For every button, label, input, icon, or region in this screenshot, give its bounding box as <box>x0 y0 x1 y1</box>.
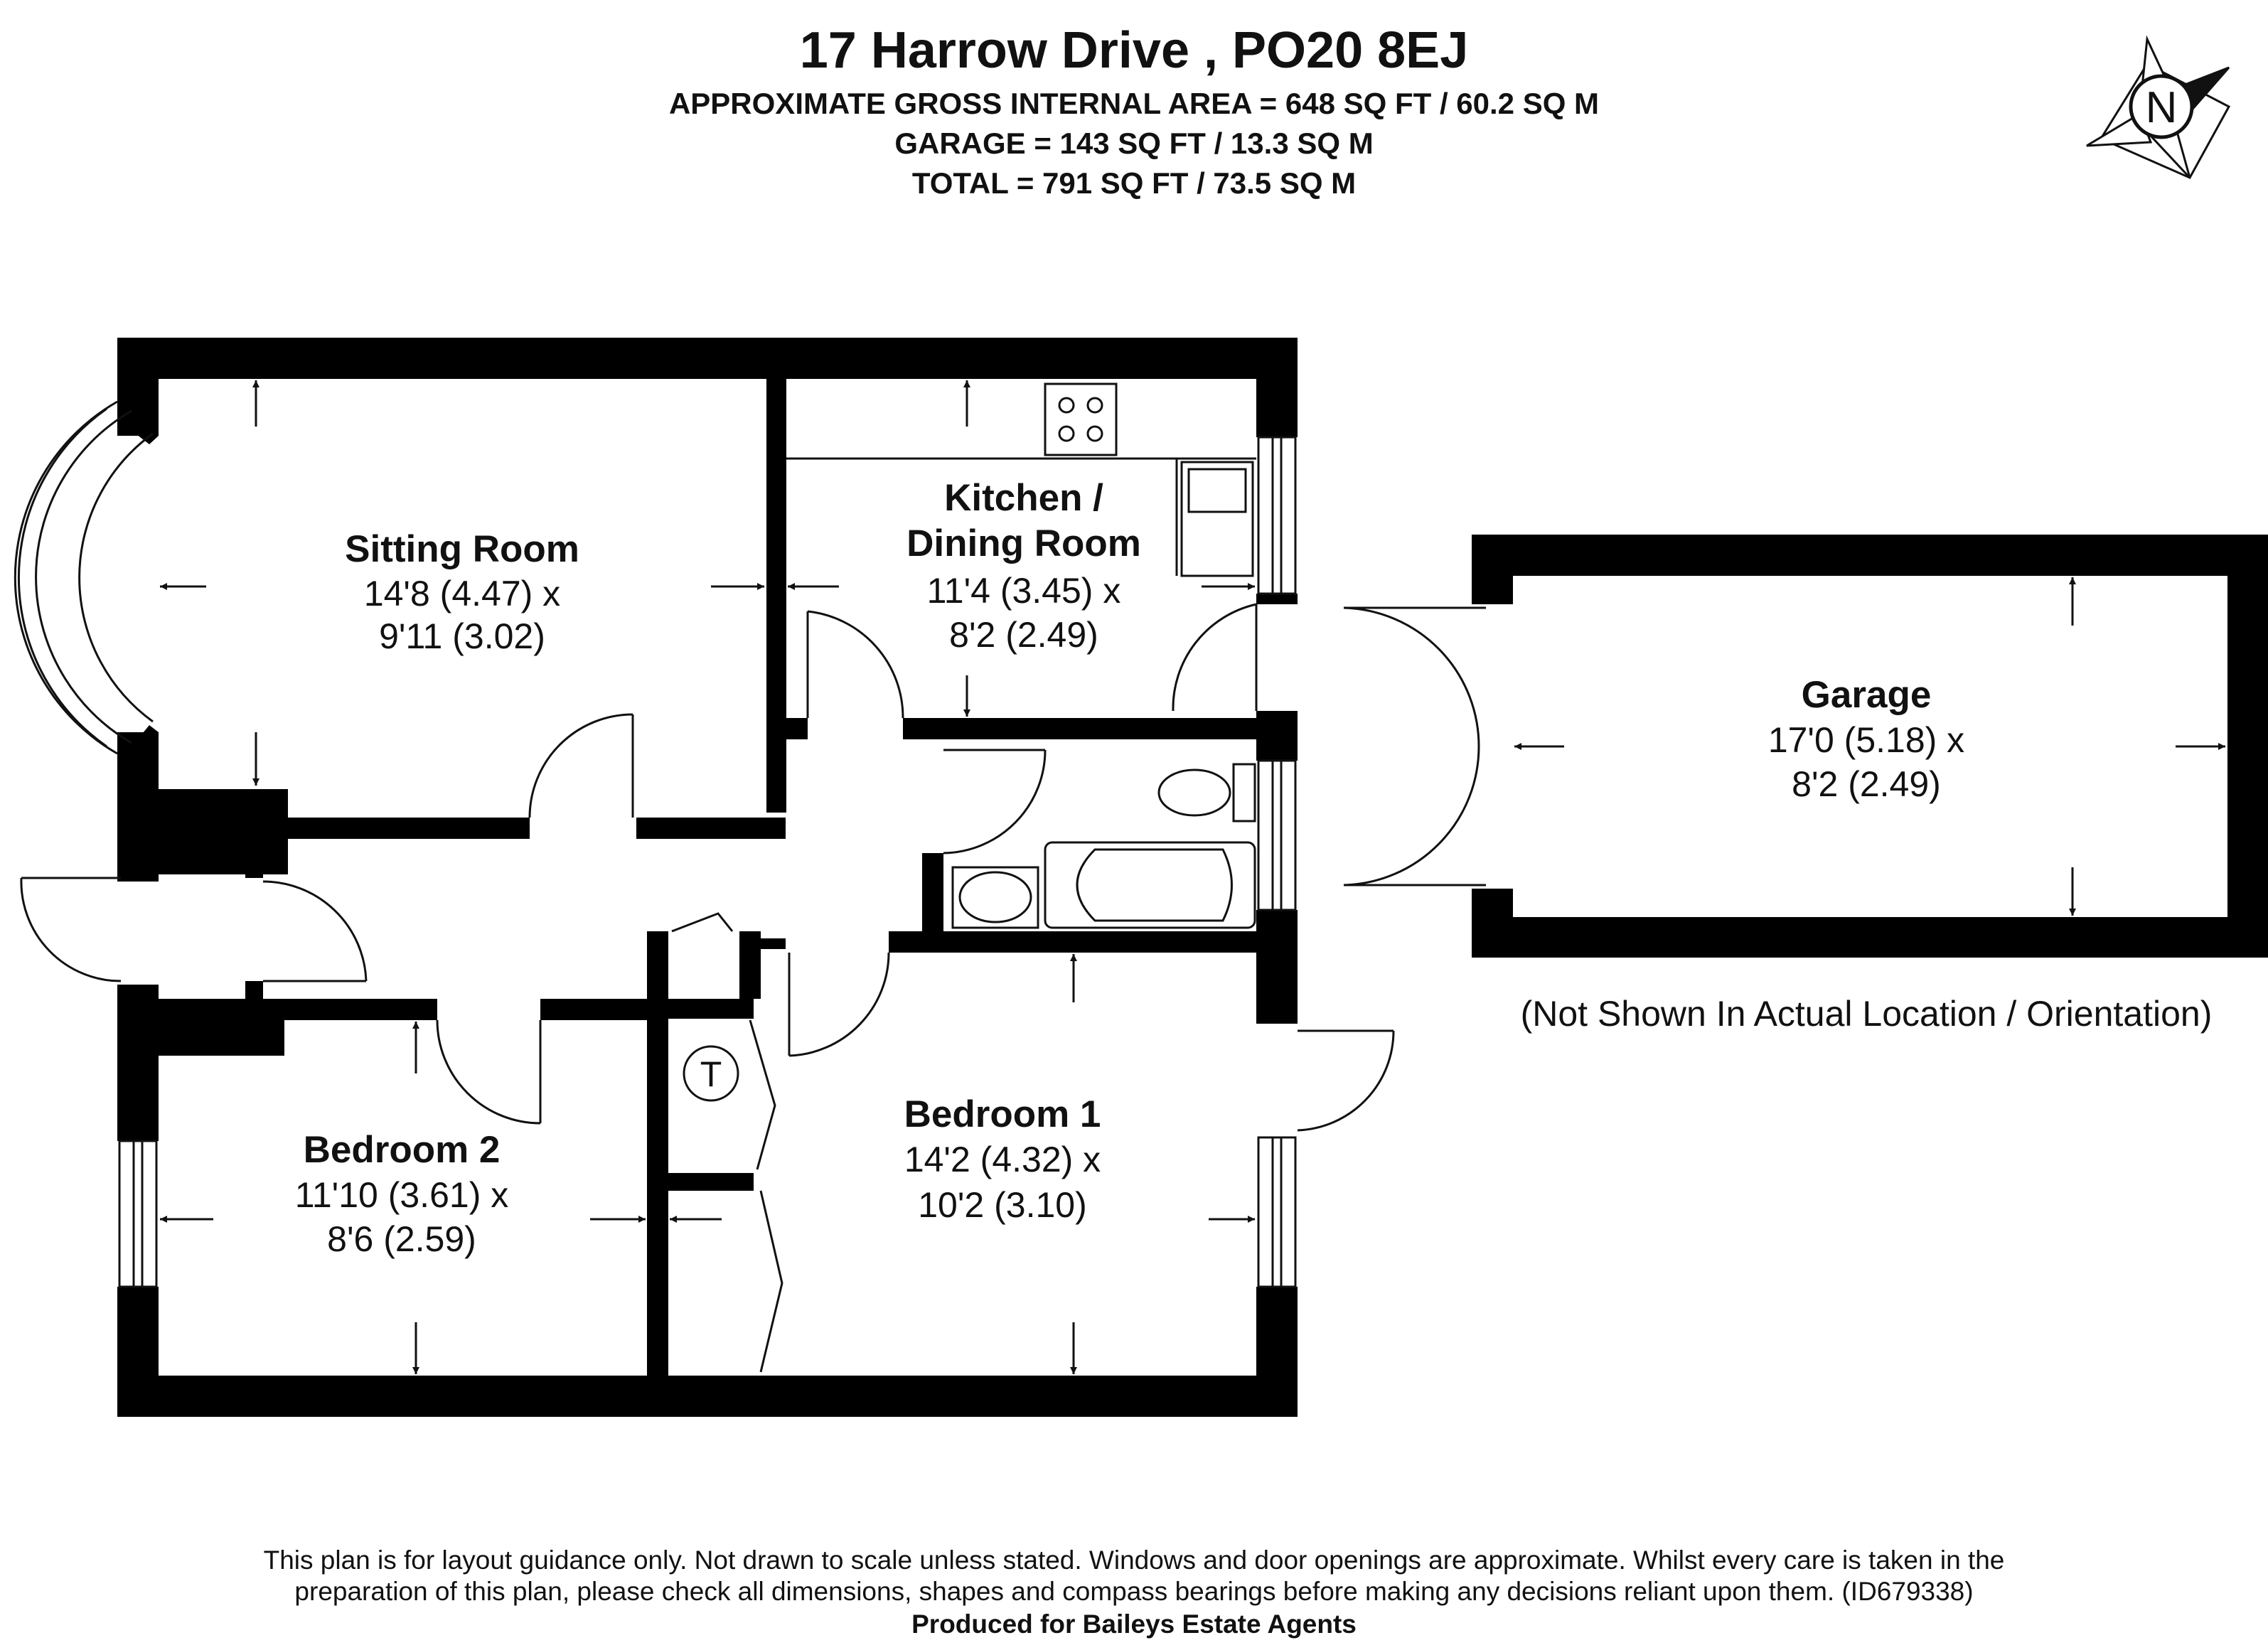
room-dim-1: 11'10 (3.61) x <box>294 1175 509 1215</box>
room-dim-2: 10'2 (3.10) <box>918 1185 1087 1225</box>
room-dim-1: 17'0 (5.18) x <box>1767 720 1965 760</box>
bathroom-fittings <box>953 764 1255 928</box>
room-dim-1: 14'8 (4.47) x <box>363 574 561 614</box>
room-name: Sitting Room <box>345 528 579 570</box>
room-name-line1: Kitchen / <box>944 477 1103 519</box>
disclaimer-line-2: preparation of this plan, please check all dimensions, shapes and compass bearings before making any decisions reliant upon them. (ID679338) <box>294 1577 1974 1606</box>
disclaimer-line-1: This plan is for layout guidance only. Not drawn to scale unless stated. Windows and door openings are approximate. Whilst every care is taken in the <box>263 1545 2005 1575</box>
room-label-kitchen <box>906 477 1141 655</box>
house-walls <box>117 338 1298 1417</box>
room-label-garage <box>1768 674 1964 804</box>
room-label-sitting-room <box>345 528 579 656</box>
room-name-line2: Dining Room <box>906 523 1141 564</box>
total-area-text: TOTAL = 791 SQ FT / 73.5 SQ M <box>911 166 1357 200</box>
cupboard-label: T <box>700 1054 722 1094</box>
room-name: Garage <box>1801 674 1932 716</box>
produced-for-text: Produced for Baileys Estate Agents <box>911 1609 1357 1639</box>
room-dim-2: 8'2 (2.49) <box>949 615 1098 655</box>
bay-window <box>15 402 153 754</box>
windows <box>119 437 1295 1287</box>
room-dim-1: 14'2 (4.32) x <box>904 1140 1101 1179</box>
room-name: Bedroom 2 <box>303 1129 501 1171</box>
room-label-bedroom2 <box>295 1129 508 1259</box>
room-dim-2: 8'2 (2.49) <box>1792 764 1941 804</box>
airing-cupboard <box>684 1046 738 1100</box>
plan-title: 17 Harrow Drive , PO20 8EJ <box>799 22 1469 79</box>
room-dim-1: 11'4 (3.45) x <box>926 571 1121 611</box>
compass-label: N <box>2145 83 2178 132</box>
room-name: Bedroom 1 <box>904 1093 1101 1135</box>
garage-location-note: (Not Shown In Actual Location / Orientation) <box>1520 994 2213 1034</box>
room-label-bedroom1 <box>904 1093 1101 1225</box>
room-dim-2: 8'6 (2.59) <box>327 1219 476 1259</box>
room-dim-2: 9'11 (3.02) <box>379 616 545 656</box>
internal-area-text: APPROXIMATE GROSS INTERNAL AREA = 648 SQ FT / 60.2 SQ M <box>668 87 1600 120</box>
garage-doors <box>1344 608 1486 885</box>
north-compass-icon <box>2087 39 2229 178</box>
garage-area-text: GARAGE = 143 SQ FT / 13.3 SQ M <box>894 127 1374 160</box>
